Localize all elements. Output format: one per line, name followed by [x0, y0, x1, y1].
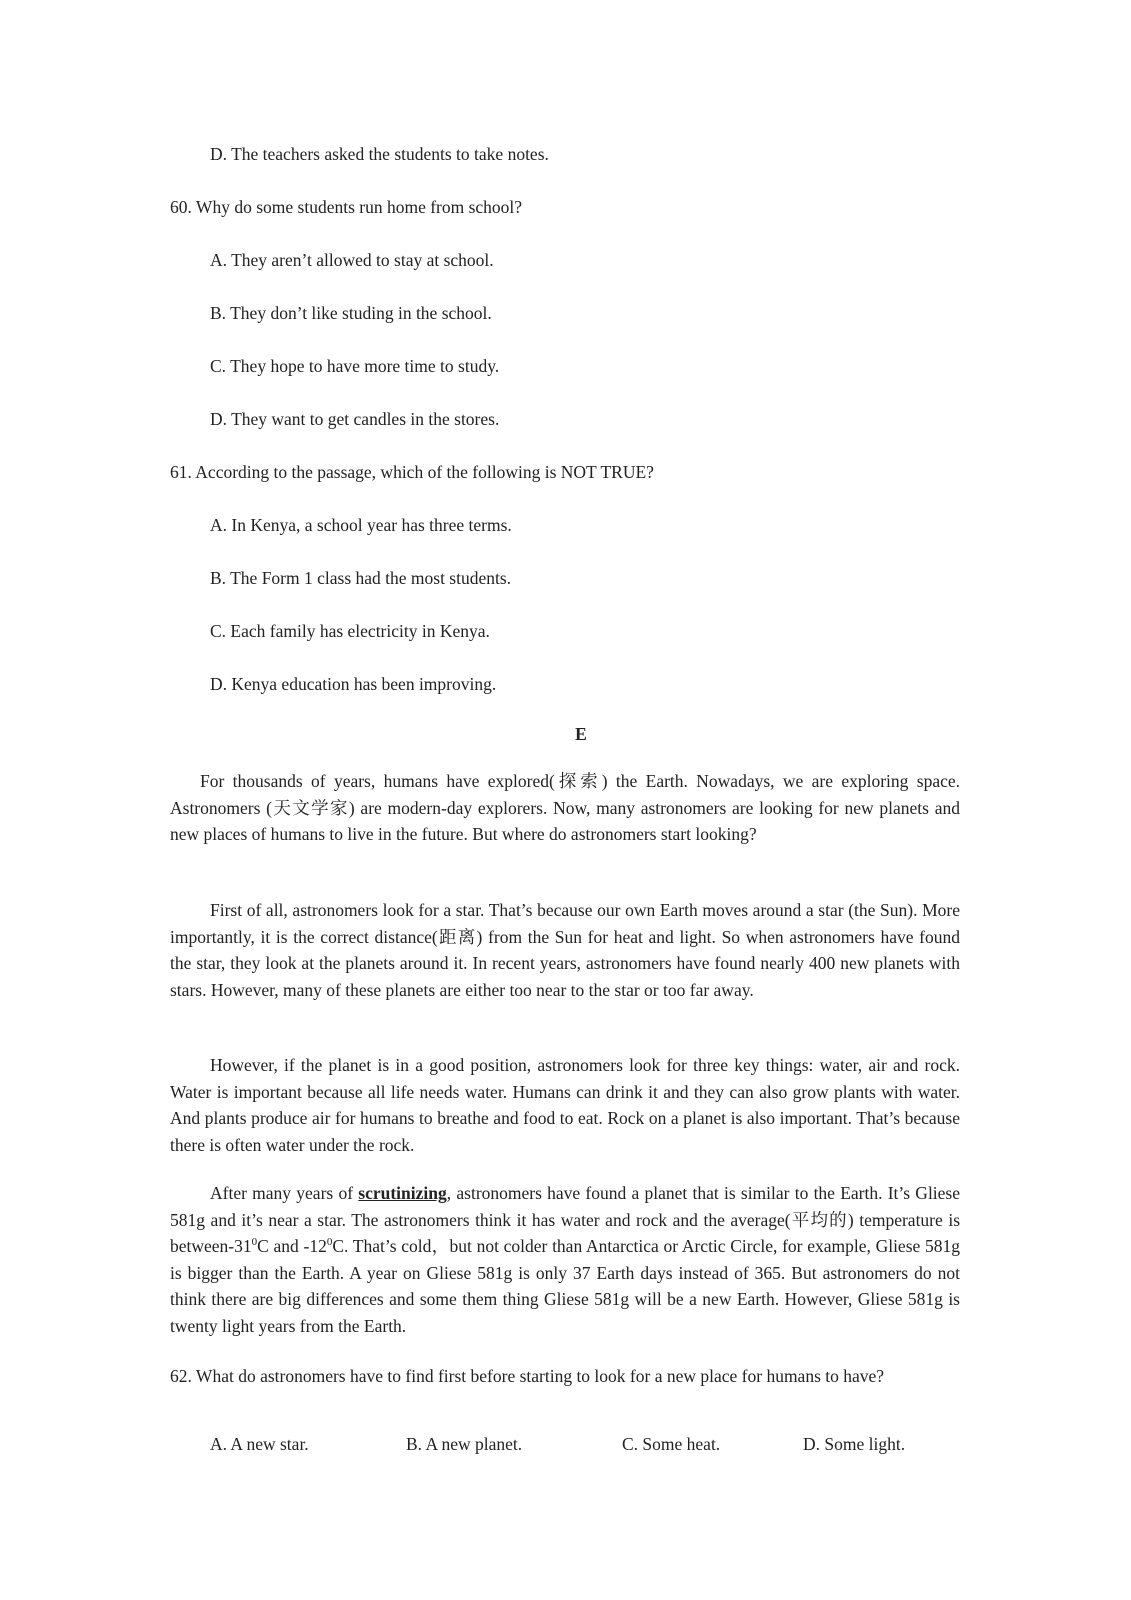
degree-superscript-1: 0	[251, 1236, 258, 1249]
passage-paragraph-3-text: However, if the planet is in a good position, astronomers look for three key things: water, air and rock. Water is important because all life needs water. Humans can drink it and they can also grow plants with water. And plants produce air for humans to breathe and food to eat. Rock on a planet is also important. That’s because there is often water under the rock.	[170, 1055, 960, 1155]
passage-paragraph-4-end: C. That’s cold，but not colder than Antarctica or Arctic Circle, for example, Gliese 581g is bigger than the Earth. A year on Gliese 581g is only 37 Earth days instead of 365. But astronomers do not think there are big differences and some them thing Gliese 581g will be a new Earth. However, Gliese 581g is twenty light years from the Earth.	[170, 1236, 960, 1336]
q60-option-c: C. They hope to have more time to study.	[210, 356, 500, 376]
q62-option-c: C. Some heat.	[622, 1434, 721, 1454]
q61-question: 61. According to the passage, which of the following is NOT TRUE?	[170, 462, 654, 482]
q60-question: 60. Why do some students run home from school?	[170, 197, 523, 217]
q60-option-a: A. They aren’t allowed to stay at school.	[210, 250, 494, 270]
q62-option-a: A. A new star.	[210, 1434, 309, 1454]
q60-option-b: B. They don’t like studing in the school.	[210, 303, 492, 323]
passage-paragraph-2	[170, 897, 960, 1003]
passage-paragraph-4-mid2: C and -12	[257, 1236, 327, 1256]
q62-option-b: B. A new planet.	[406, 1434, 523, 1454]
q62-question: 62. What do astronomers have to find first before starting to look for a new place for humans to have?	[170, 1366, 885, 1386]
q62-option-d: D. Some light.	[803, 1434, 906, 1454]
passage-paragraph-4-start: After many years of	[210, 1183, 354, 1203]
q62-options	[210, 1433, 970, 1457]
q61-option-d: D. Kenya education has been improving.	[210, 674, 497, 694]
passage-paragraph-4	[170, 1180, 960, 1339]
passage-paragraph-1-text: For thousands of years, humans have explored(探索) the Earth. Nowadays, we are exploring space. Astronomers (天文学家) are modern-day explorers. Now, many astronomers are looking for new planets and new places of humans to live in the future. But where do astronomers start looking?	[170, 771, 960, 844]
q61-option-a: A. In Kenya, a school year has three terms.	[210, 515, 512, 535]
q60-option-d: D. They want to get candles in the stores.	[210, 409, 500, 429]
q59-option-d: D. The teachers asked the students to take notes.	[210, 144, 549, 164]
q61-option-c: C. Each family has electricity in Kenya.	[210, 621, 490, 641]
passage-paragraph-4-mid: , astronomers have found a planet that is similar to the Earth. It’s Gliese 581g and it’s near a star. The astronomers think it has water and rock and the average(平均的) temperature is between-31	[170, 1183, 961, 1256]
passage-paragraph-1	[170, 768, 960, 848]
passage-paragraph-3	[170, 1052, 960, 1158]
section-e-heading: E	[575, 724, 587, 744]
passage-paragraph-2-text: First of all, astronomers look for a star. That’s because our own Earth moves around a star (the Sun). More importantly, it is the correct distance(距离) from the Sun for heat and light. So when astronomers have found the star, they look at the planets around it. In recent years, astronomers have found nearly 400 new planets with stars. However, many of these planets are either too near to the star or too far away.	[170, 900, 960, 1000]
degree-superscript-2: 0	[326, 1236, 333, 1249]
q61-option-b: B. The Form 1 class had the most students.	[210, 568, 512, 588]
keyword-scrutinizing: scrutinizing	[358, 1183, 447, 1203]
